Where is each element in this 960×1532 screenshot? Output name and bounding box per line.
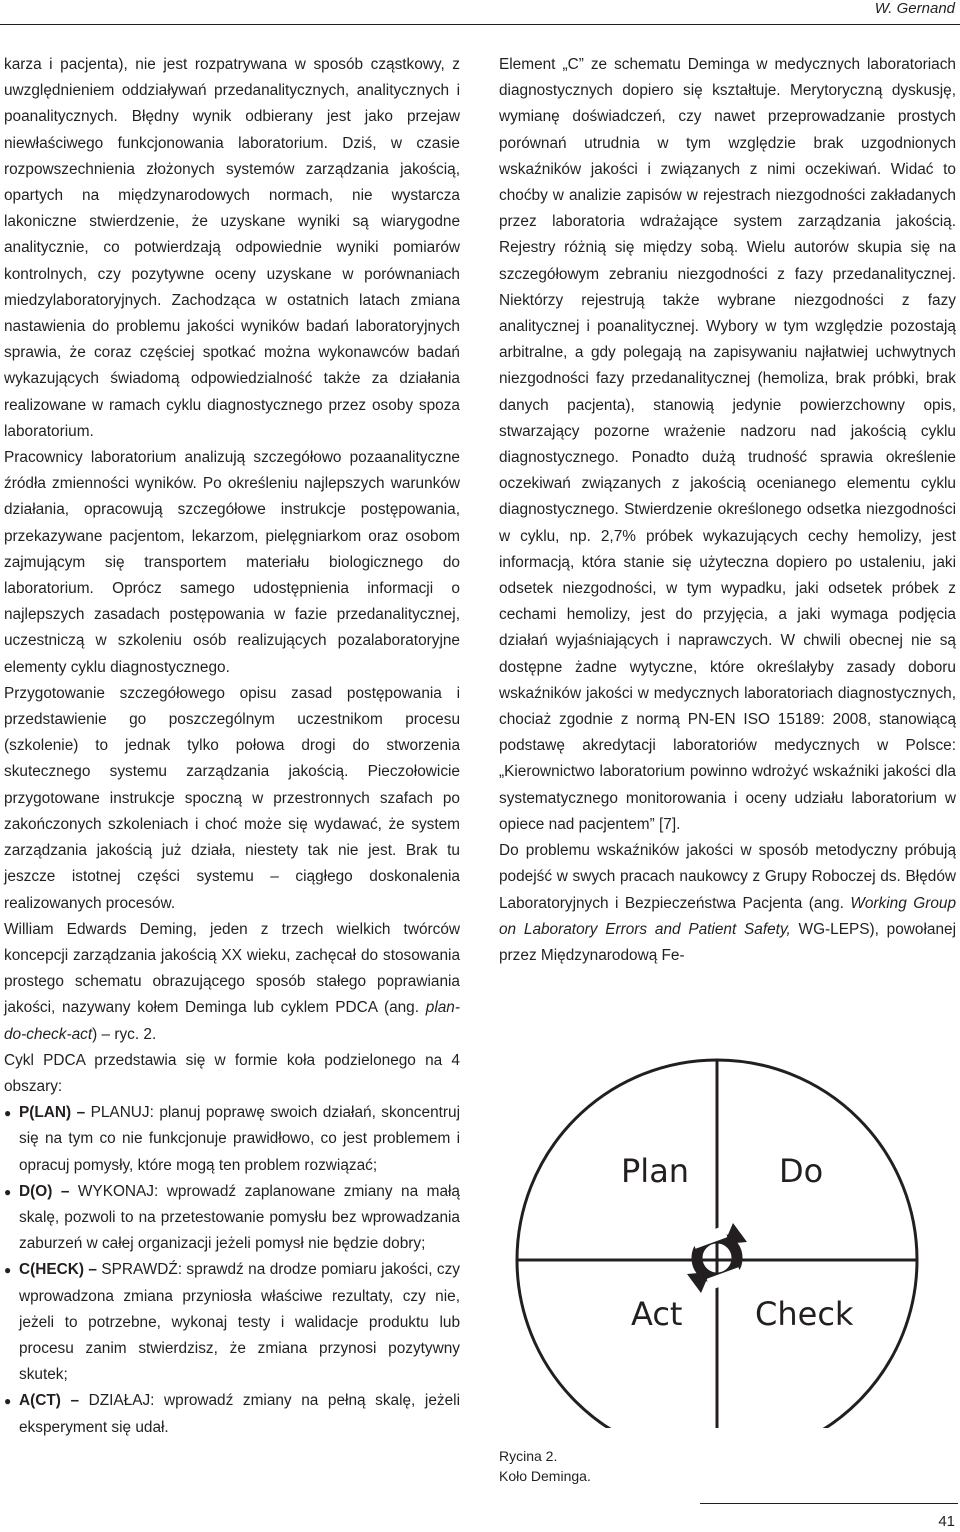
bullet-icon: ● [4,1106,12,1121]
footer-rule [700,1503,958,1504]
list-item [4,1388,460,1440]
list-item-text: WYKONAJ: wprowadź zaplanowane zmiany na małą skalę, pozwoli to na przetestowanie pomysłu bez wprowadzania zaburzeń w całej organizacji jeżeli pomysł nie będzie dobry; [19,1182,460,1253]
paragraph: Element „C” ze schematu Deminga w medycznych laboratoriach diagnostycznych dopiero się kształtuje. Merytoryczną dyskusję, wymianę doświadczeń, czy nawet przeprowadzanie prostych porównań utrudnia w tym względzie brak uzgodnionych wskaźników jakości i związanych z nimi oczekiwań. Widać to choćby w analizie zapisów w rejestrach niezgodności zakładanych przez laboratoria wdrażające system zarządzania jakością. Rejestry różnią się między sobą. Wielu autorów skupia się na szczegółowym zebraniu niezgodności z fazy przedanalitycznej. Niektórzy rejestrują także wybrane niezgodności z fazy analitycznej i poanalitycznej. Wybory w tym względzie pozostają arbitralne, a gdy polegają na zapisywaniu najłatwiej uchwytnych niezgodności fazy przedanalitycznej (hemoliza, brak próbki, brak danych pacjenta), stanowią jedynie powierzchowny opis, stwarzający pozorne wrażenie nadzoru nad jakością cyklu diagnostycznego. Ponadto dużą trudność sprawia określenie oczekiwań związanych z jakością ocenianego elementu cyklu diagnostycznego. Stwierdzenie określonego odsetka niezgodności w cyklu, np. 2,7% próbek wykazujących cechy hemolizy, jest informacją, która stanie się użyteczna dopiero po ustaleniu, jaki odsetek niezgodności, w tym wypadku, jaki odsetek próbek z cechami hemolizy, jest do przyjęcia, a jaki wymaga podjęcia działań wyjaśniających i naprawczych. W chwili obecnej nie są dostępne żadne wytyczne, które określałyby zasady doboru wskaźników jakości w medycznych laboratoriach diagnostycznych, chociaż zgodnie z normą PN-EN ISO 15189: 2008, stanowiącą podstawę akredytacji laboratoriów medycznych w Polsce: „Kierownictwo laboratorium powinno wdrożyć wskaźniki jakości dla systematycznego monitorowania i oceny udziału laboratorium w opiece nad pacjentem” [7]. [499,56,956,833]
figure-caption [499,1446,591,1486]
list-item [4,1179,460,1258]
list-item-head: C(HECK) – [19,1261,97,1279]
bullet-icon: ● [4,1394,12,1409]
bullet-icon: ● [4,1184,12,1199]
paragraph: karza i pacjenta), nie jest rozpatrywana w sposób cząstkowy, z uwzględnieniem oddziaływań przedanalitycznych, analitycznych i poanalitycznych. Błędny wynik odbierany jest jako przejaw niewłaściwego funkcjonowania laboratorium. Dziś, w czasie rozpowszechnienia złożonych systemów zarządzania jakością, opartych na międzynarodowych normach, nie wystarcza lakoniczne stwierdzenie, że uzyskane wyniki są wiarygodne analitycznie, co potwierdzają odpowiednie wyniki pomiarów kontrolnych, czy pozytywne oceny uzyskane w porównaniach miedzylaboratoryjnych. Zachodząca w ostatnich latach zmiana nastawienia do problemu jakości wyników badań laboratoryjnych sprawia, że coraz częściej spotkać można wykonawców badań wykazujących świadomą odpowiedzialność także za działania realizowane w ramach cyklu diagnostycznego przez osoby spoza laboratorium. [4,56,460,440]
quadrant-label-act: Act [631,1295,683,1333]
pdca-list [4,1100,460,1441]
list-item [4,1257,460,1388]
list-item [4,1100,460,1179]
list-item-text: SPRAWDŹ: sprawdź na drodze pomiaru jakości, czy wprowadzona zmiana przyniosła właściwe rezultaty, czy nie, jeżeli to potrzebne, wykonaj testy i walidacje produktu lub procesu zanim stwierdzisz, że zmiana przynosi pozytywny skutek; [19,1261,460,1384]
text-run: ) – ryc. 2. [92,1025,157,1043]
caption-title: Koło Deminga. [499,1468,591,1484]
list-item-text: PLANUJ: planuj poprawę swoich działań, skoncentruj się na tym co nie funkcjonuje prawidłowo, co jest problemem i opracuj pomysły, które mogą ten problem rozwiązać; [19,1104,461,1174]
list-item-head: D(O) – [19,1182,70,1200]
page-number: 41 [938,1513,955,1530]
header-rule [0,24,960,25]
italic-term: Working Group on Laboratory Errors and Patient Safety, [499,894,957,938]
caption-label: Rycina 2. [499,1448,558,1464]
list-item-head: A(CT) – [19,1392,80,1410]
text-run: William Edwards Deming, jeden z trzech wielkich twórców koncepcji zarządzania jakością XX wieku, zachęcał do stosowania prostego schematu obrazującego sposób stałego poprawiania jakości, nazywany kołem Deminga lub cyklem PDCA (ang. [4,920,460,1017]
quadrant-label-plan: Plan [621,1152,690,1190]
paragraph: Pracownicy laboratorium analizują szczegółowo pozaanalityczne źródła zmienności wyników. Po określeniu najlepszych warunków działania, opracowują szczegółowe instrukcje postępowania, przekazywane pacjentom, lekarzom, pielęgniarkom oraz osobom zajmującym się transportem materiału biologicznego do laboratorium. Oprócz samego udostępnienia informacji o najlepszych zasadach postępowania w fazie przedanalitycznej, uczestniczą w szkoleniu osób realizujących pozalaboratoryjne elementy cyklu diagnostycznego. [4,449,460,676]
quadrant-label-do: Do [779,1152,824,1190]
paragraph [499,838,956,969]
italic-term: plan-do-check-act [4,999,460,1043]
list-item-head: P(LAN) – [19,1104,86,1122]
text-run: WG-LEPS), powołanej przez Międzynarodową Fe- [499,920,956,964]
paragraph: Przygotowanie szczegółowego opisu zasad postępowania i przedstawienie go poszczególnym uczestnikom procesu (szkolenie) to jednak tylko połowa drogi do stworzenia skutecznego systemu zarządzania jakością. Pieczołowicie przygotowane instrukcje spoczną w przestronnych szafach po zakończonych szkoleniach i choć może się wydawać, że system zarządzania jakością już działa, niestety tak nie jest. Brak tu jeszcze istotnej części systemu – ciągłego doskonalenia realizowanych procesów. [4,684,460,912]
right-column [499,52,956,969]
list-item-text: DZIAŁAJ: wprowadź zmiany na pełną skalę, jeżeli eksperyment się udał. [19,1392,460,1436]
paragraph [4,917,460,1048]
left-column [4,52,460,1441]
deming-cycle-figure [495,1030,955,1430]
quadrant-label-check: Check [755,1295,854,1333]
paragraph: Cykl PDCA przedstawia się w formie koła podzielonego na 4 obszary: [4,1051,460,1095]
bullet-icon: ● [4,1263,12,1278]
text-run: Do problemu wskaźników jakości w sposób metodyczny próbują podejść w swych pracach naukowcy z Grupy Roboczej ds. Błędów Laboratoryjnych i Bezpieczeństwa Pacjenta (ang. [499,842,956,912]
running-header-author: W. Gernand [874,0,955,17]
